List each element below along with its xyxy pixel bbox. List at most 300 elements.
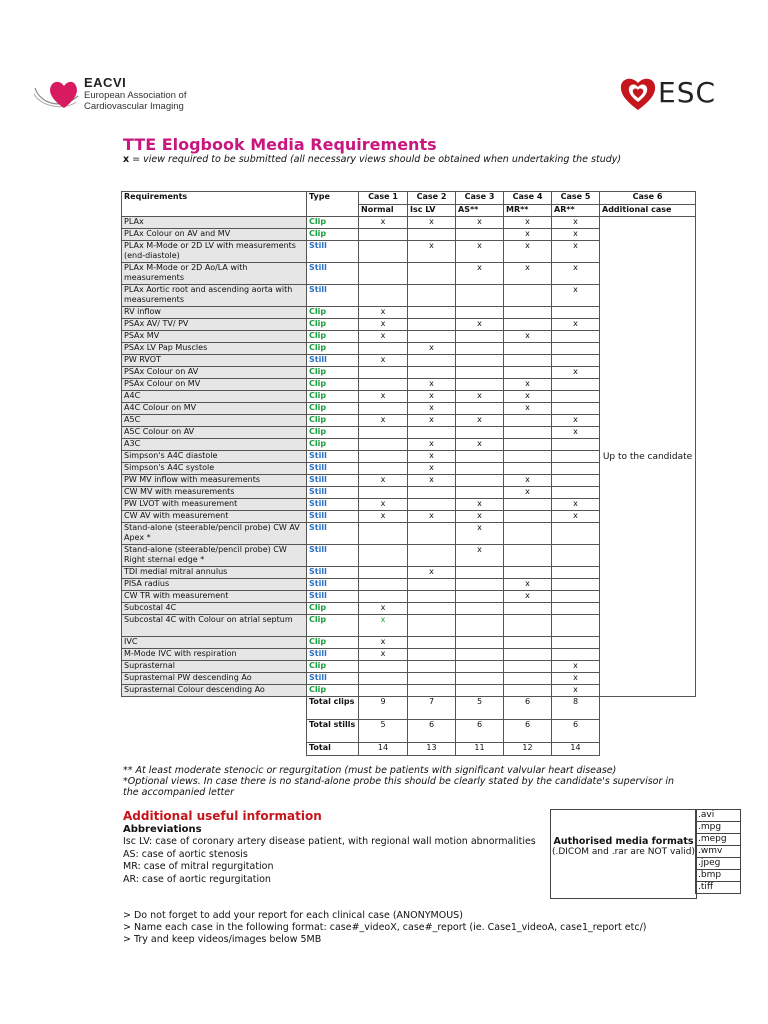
requirement-type: Still bbox=[307, 591, 359, 603]
case-1-mark bbox=[359, 263, 408, 285]
requirement-type: Still bbox=[307, 475, 359, 487]
case-1-mark: x bbox=[359, 499, 408, 511]
case-4-mark: x bbox=[504, 403, 552, 415]
abbreviation-isc-lv: Isc LV: case of coronary artery disease patient, with regional wall motion abnormalities bbox=[123, 836, 536, 847]
case-3-mark: x bbox=[456, 415, 504, 427]
case-4-mark: x bbox=[504, 229, 552, 241]
case-1-mark: x bbox=[359, 649, 408, 661]
case-5-mark bbox=[552, 567, 600, 579]
esc-heart-icon bbox=[618, 74, 658, 112]
case-2-mark bbox=[408, 615, 456, 637]
requirement-name: Suprasternal Colour descending Ao bbox=[122, 685, 307, 697]
case-2-mark bbox=[408, 637, 456, 649]
case-1-mark bbox=[359, 451, 408, 463]
case-1-mark bbox=[359, 661, 408, 673]
additional-info bbox=[123, 809, 543, 886]
totals-spacer bbox=[122, 697, 307, 720]
requirement-type: Clip bbox=[307, 403, 359, 415]
requirement-name: PSAx LV Pap Muscles bbox=[122, 343, 307, 355]
case-4-mark bbox=[504, 285, 552, 307]
case-5-total: 6 bbox=[552, 720, 600, 743]
requirement-name: A5C Colour on AV bbox=[122, 427, 307, 439]
case-4-mark bbox=[504, 307, 552, 319]
case-1-mark bbox=[359, 379, 408, 391]
case-5-mark bbox=[552, 343, 600, 355]
media-format-item: .bmp bbox=[696, 870, 741, 882]
requirement-name: PLAx Colour on AV and MV bbox=[122, 229, 307, 241]
case-4-mark: x bbox=[504, 241, 552, 263]
case-5-mark bbox=[552, 451, 600, 463]
requirement-name: PW MV inflow with measurements bbox=[122, 475, 307, 487]
case-3-mark: x bbox=[456, 523, 504, 545]
case-4-mark bbox=[504, 415, 552, 427]
requirement-name: PLAx bbox=[122, 217, 307, 229]
requirement-name: A4C bbox=[122, 391, 307, 403]
totals-body bbox=[122, 697, 696, 756]
case-4-mark: x bbox=[504, 331, 552, 343]
case-2-mark bbox=[408, 285, 456, 307]
requirement-type: Still bbox=[307, 649, 359, 661]
case-5-mark bbox=[552, 307, 600, 319]
case-5-mark bbox=[552, 637, 600, 649]
requirement-type: Clip bbox=[307, 637, 359, 649]
media-format-row bbox=[696, 810, 741, 822]
case-3-mark bbox=[456, 673, 504, 685]
case-5-mark bbox=[552, 487, 600, 499]
case-5-mark bbox=[552, 523, 600, 545]
media-format-item: .mepg bbox=[696, 834, 741, 846]
requirement-name: PLAx M-Mode or 2D Ao/LA with measurements bbox=[122, 263, 307, 285]
case-5-mark bbox=[552, 331, 600, 343]
media-format-row bbox=[696, 834, 741, 846]
esc-name: ESC bbox=[658, 76, 717, 109]
case-3-mark: x bbox=[456, 439, 504, 451]
media-format-item: .mpg bbox=[696, 822, 741, 834]
media-format-row bbox=[696, 858, 741, 870]
case-3-total: 5 bbox=[456, 697, 504, 720]
case-5-mark: x bbox=[552, 661, 600, 673]
case-4-total: 6 bbox=[504, 720, 552, 743]
requirements-table bbox=[121, 191, 696, 756]
requirement-type: Still bbox=[307, 355, 359, 367]
abbreviation-ar: AR: case of aortic regurgitation bbox=[123, 873, 271, 885]
case-1-mark: x bbox=[359, 307, 408, 319]
requirement-name: Stand-alone (steerable/pencil probe) CW AV Apex * bbox=[122, 523, 307, 545]
case-2-mark bbox=[408, 591, 456, 603]
case-4-mark bbox=[504, 673, 552, 685]
requirement-type: Still bbox=[307, 451, 359, 463]
case-1-mark bbox=[359, 523, 408, 545]
media-formats-note: (.DICOM and .rar are NOT valid) bbox=[551, 847, 696, 857]
case-4-mark bbox=[504, 451, 552, 463]
requirement-name: CW TR with measurement bbox=[122, 591, 307, 603]
requirement-name: PLAx Aortic root and ascending aorta with measurements bbox=[122, 285, 307, 307]
header-case-1: Case 1 bbox=[359, 192, 408, 205]
requirement-name: Subcostal 4C with Colour on atrial septum bbox=[122, 615, 307, 637]
case-2-mark bbox=[408, 487, 456, 499]
case-1-mark bbox=[359, 487, 408, 499]
header-case-5: Case 5 bbox=[552, 192, 600, 205]
eacvi-heart-icon bbox=[32, 74, 82, 114]
case-2-mark bbox=[408, 673, 456, 685]
requirement-name: M-Mode IVC with respiration bbox=[122, 649, 307, 661]
case-2-mark bbox=[408, 579, 456, 591]
case-5-mark: x bbox=[552, 367, 600, 379]
case-4-mark bbox=[504, 463, 552, 475]
media-formats-title: Authorised media formats bbox=[553, 836, 694, 847]
case-4-mark bbox=[504, 615, 552, 637]
requirement-type: Clip bbox=[307, 331, 359, 343]
case-1-mark: x bbox=[359, 391, 408, 403]
case-1-mark bbox=[359, 241, 408, 263]
case-4-mark: x bbox=[504, 379, 552, 391]
case-3-mark bbox=[456, 229, 504, 241]
case-3-mark bbox=[456, 475, 504, 487]
totals-row bbox=[122, 720, 696, 743]
totals-row bbox=[122, 697, 696, 720]
case-3-mark bbox=[456, 427, 504, 439]
case-4-total: 12 bbox=[504, 743, 552, 756]
case-2-mark: x bbox=[408, 439, 456, 451]
requirement-name: PW LVOT with measurement bbox=[122, 499, 307, 511]
abbreviation-as: AS: case of aortic stenosis bbox=[123, 848, 248, 860]
requirement-type: Clip bbox=[307, 685, 359, 697]
requirement-name: Simpson's A4C systole bbox=[122, 463, 307, 475]
case-2-mark bbox=[408, 331, 456, 343]
requirement-type: Still bbox=[307, 285, 359, 307]
case-4-mark bbox=[504, 499, 552, 511]
requirement-name: Simpson's A4C diastole bbox=[122, 451, 307, 463]
case-1-mark: x bbox=[359, 603, 408, 615]
case-5-mark: x bbox=[552, 285, 600, 307]
case-2-mark bbox=[408, 307, 456, 319]
totals-spacer bbox=[600, 697, 696, 720]
abbreviations-title: Abbreviations bbox=[123, 824, 202, 835]
requirement-type: Still bbox=[307, 579, 359, 591]
case-2-mark bbox=[408, 229, 456, 241]
case-5-mark: x bbox=[552, 241, 600, 263]
case-5-mark bbox=[552, 439, 600, 451]
case-4-mark bbox=[504, 567, 552, 579]
case-5-mark: x bbox=[552, 499, 600, 511]
subheader-case-5: AR** bbox=[552, 205, 600, 217]
requirement-name: IVC bbox=[122, 637, 307, 649]
case-4-mark bbox=[504, 661, 552, 673]
requirement-type: Still bbox=[307, 511, 359, 523]
legend-symbol: x bbox=[123, 154, 130, 165]
case-3-mark bbox=[456, 685, 504, 697]
case-3-mark bbox=[456, 591, 504, 603]
eacvi-logo bbox=[32, 74, 232, 114]
case-5-mark bbox=[552, 579, 600, 591]
case-5-mark bbox=[552, 391, 600, 403]
case-4-mark bbox=[504, 511, 552, 523]
case-2-mark bbox=[408, 649, 456, 661]
case-3-total: 11 bbox=[456, 743, 504, 756]
case-3-mark bbox=[456, 285, 504, 307]
media-format-item: .tiff bbox=[696, 882, 741, 894]
case-5-mark bbox=[552, 591, 600, 603]
case-4-mark: x bbox=[504, 263, 552, 285]
case-5-mark bbox=[552, 463, 600, 475]
case-5-mark: x bbox=[552, 427, 600, 439]
case-1-total: 14 bbox=[359, 743, 408, 756]
case-2-total: 7 bbox=[408, 697, 456, 720]
totals-row bbox=[122, 743, 696, 756]
case-3-mark bbox=[456, 567, 504, 579]
case-5-mark bbox=[552, 615, 600, 637]
case-1-mark bbox=[359, 463, 408, 475]
case-3-mark bbox=[456, 331, 504, 343]
case-4-mark bbox=[504, 439, 552, 451]
case-2-mark bbox=[408, 499, 456, 511]
requirement-type: Clip bbox=[307, 391, 359, 403]
note-size: > Try and keep videos/images below 5MB bbox=[123, 934, 322, 945]
requirement-type: Clip bbox=[307, 415, 359, 427]
case-5-mark bbox=[552, 649, 600, 661]
case-3-mark: x bbox=[456, 217, 504, 229]
case-4-mark: x bbox=[504, 475, 552, 487]
requirement-type: Still bbox=[307, 263, 359, 285]
requirement-type: Still bbox=[307, 241, 359, 263]
legend-line bbox=[123, 154, 621, 165]
case-2-mark bbox=[408, 367, 456, 379]
case-1-mark: x bbox=[359, 475, 408, 487]
case-1-mark: x bbox=[359, 355, 408, 367]
subheader-case-3: AS** bbox=[456, 205, 504, 217]
case-3-mark: x bbox=[456, 545, 504, 567]
case-3-mark bbox=[456, 615, 504, 637]
media-format-row bbox=[696, 882, 741, 894]
case-1-mark bbox=[359, 367, 408, 379]
case-2-mark: x bbox=[408, 379, 456, 391]
case-1-mark bbox=[359, 567, 408, 579]
requirement-name: Suprasternal PW descending Ao bbox=[122, 673, 307, 685]
subheader-case-2: Isc LV bbox=[408, 205, 456, 217]
case-3-mark: x bbox=[456, 241, 504, 263]
header-requirements: Requirements bbox=[122, 192, 307, 217]
case-3-mark: x bbox=[456, 263, 504, 285]
case-3-mark: x bbox=[456, 499, 504, 511]
media-formats-box bbox=[550, 809, 697, 899]
legend-text: = view required to be submitted (all necessary views should be obtained when undertaking the study) bbox=[129, 154, 622, 165]
case-5-mark bbox=[552, 403, 600, 415]
requirement-name: Subcostal 4C bbox=[122, 603, 307, 615]
case-1-mark bbox=[359, 343, 408, 355]
case-1-mark bbox=[359, 427, 408, 439]
requirement-name: PSAx Colour on AV bbox=[122, 367, 307, 379]
case-3-mark bbox=[456, 343, 504, 355]
requirement-name: A4C Colour on MV bbox=[122, 403, 307, 415]
requirement-type: Clip bbox=[307, 343, 359, 355]
case-5-mark: x bbox=[552, 673, 600, 685]
requirement-type: Clip bbox=[307, 367, 359, 379]
requirement-name: A3C bbox=[122, 439, 307, 451]
media-formats-list bbox=[695, 809, 741, 894]
case-4-mark bbox=[504, 523, 552, 545]
case-4-mark bbox=[504, 355, 552, 367]
case-1-mark bbox=[359, 285, 408, 307]
case-3-mark bbox=[456, 579, 504, 591]
footnote-optional: *Optional views. In case there is no stand-alone probe this should be clearly stated by the candidate's supervisor in the accompanied letter bbox=[123, 776, 675, 798]
case-2-mark: x bbox=[408, 403, 456, 415]
case-4-mark bbox=[504, 685, 552, 697]
page-title: TTE Elogbook Media Requirements bbox=[123, 135, 437, 154]
requirement-name: Suprasternal bbox=[122, 661, 307, 673]
case-2-total: 13 bbox=[408, 743, 456, 756]
case-1-mark: x bbox=[359, 637, 408, 649]
notes bbox=[123, 910, 723, 946]
case-3-mark bbox=[456, 307, 504, 319]
requirement-type: Clip bbox=[307, 439, 359, 451]
totals-spacer bbox=[600, 743, 696, 756]
case-3-mark: x bbox=[456, 511, 504, 523]
case-5-mark: x bbox=[552, 229, 600, 241]
case-2-mark bbox=[408, 545, 456, 567]
case-3-mark bbox=[456, 603, 504, 615]
case-3-mark bbox=[456, 661, 504, 673]
additional-info-title: Additional useful information bbox=[123, 809, 322, 823]
case-1-mark bbox=[359, 673, 408, 685]
case-1-mark bbox=[359, 229, 408, 241]
case-3-mark bbox=[456, 637, 504, 649]
requirement-type: Clip bbox=[307, 661, 359, 673]
case-2-mark: x bbox=[408, 241, 456, 263]
case-5-mark bbox=[552, 355, 600, 367]
case-4-mark: x bbox=[504, 579, 552, 591]
requirement-type: Clip bbox=[307, 379, 359, 391]
totals-label: Total bbox=[307, 743, 359, 756]
case-4-mark: x bbox=[504, 487, 552, 499]
case-4-mark bbox=[504, 545, 552, 567]
case-5-mark bbox=[552, 379, 600, 391]
case-3-mark bbox=[456, 355, 504, 367]
requirement-name: CW AV with measurement bbox=[122, 511, 307, 523]
media-format-row bbox=[696, 846, 741, 858]
media-format-item: .wmv bbox=[696, 846, 741, 858]
case-5-mark: x bbox=[552, 415, 600, 427]
case-2-mark bbox=[408, 661, 456, 673]
case-4-mark: x bbox=[504, 217, 552, 229]
totals-label: Total stills bbox=[307, 720, 359, 743]
requirement-name: PSAx Colour on MV bbox=[122, 379, 307, 391]
case-4-total: 6 bbox=[504, 697, 552, 720]
case-2-mark bbox=[408, 427, 456, 439]
case-1-mark bbox=[359, 685, 408, 697]
case-4-mark bbox=[504, 319, 552, 331]
case-5-total: 14 bbox=[552, 743, 600, 756]
case-5-mark: x bbox=[552, 263, 600, 285]
totals-label: Total clips bbox=[307, 697, 359, 720]
case-1-mark bbox=[359, 545, 408, 567]
requirement-type: Still bbox=[307, 499, 359, 511]
case-1-mark: x bbox=[359, 511, 408, 523]
requirement-type: Clip bbox=[307, 307, 359, 319]
requirement-type: Clip bbox=[307, 603, 359, 615]
case-5-mark: x bbox=[552, 319, 600, 331]
eacvi-name: EACVI bbox=[84, 75, 127, 90]
case-1-mark bbox=[359, 579, 408, 591]
header-row bbox=[122, 192, 696, 205]
media-format-item: .jpeg bbox=[696, 858, 741, 870]
totals-spacer bbox=[122, 743, 307, 756]
case-5-mark: x bbox=[552, 685, 600, 697]
requirement-name: TDI medial mitral annulus bbox=[122, 567, 307, 579]
requirement-name: PLAx M-Mode or 2D LV with measurements (end-diastole) bbox=[122, 241, 307, 263]
requirement-type: Clip bbox=[307, 229, 359, 241]
requirement-name: A5C bbox=[122, 415, 307, 427]
case-5-mark bbox=[552, 603, 600, 615]
case-5-mark bbox=[552, 475, 600, 487]
case-3-mark bbox=[456, 367, 504, 379]
case-2-mark bbox=[408, 523, 456, 545]
case-4-mark: x bbox=[504, 391, 552, 403]
case-2-mark: x bbox=[408, 391, 456, 403]
case-5-mark: x bbox=[552, 511, 600, 523]
case-1-mark: x bbox=[359, 415, 408, 427]
table-row bbox=[122, 217, 696, 229]
requirement-type: Still bbox=[307, 487, 359, 499]
case-2-mark bbox=[408, 603, 456, 615]
case-1-mark: x bbox=[359, 319, 408, 331]
requirement-type: Clip bbox=[307, 615, 359, 637]
header-case-4: Case 4 bbox=[504, 192, 552, 205]
requirement-name: PSAx MV bbox=[122, 331, 307, 343]
requirement-type: Clip bbox=[307, 319, 359, 331]
case-2-mark bbox=[408, 263, 456, 285]
totals-spacer bbox=[122, 720, 307, 743]
case-1-total: 5 bbox=[359, 720, 408, 743]
case-2-mark: x bbox=[408, 415, 456, 427]
subheader-case-4: MR** bbox=[504, 205, 552, 217]
note-naming: > Name each case in the following format: case#_videoX, case#_report (ie. Case1_videoA, case1_report etc/) bbox=[123, 922, 647, 933]
eacvi-subtitle-1: European Association of bbox=[84, 90, 187, 101]
case-2-mark bbox=[408, 319, 456, 331]
totals-spacer bbox=[600, 720, 696, 743]
case-3-total: 6 bbox=[456, 720, 504, 743]
requirement-name: PSAx AV/ TV/ PV bbox=[122, 319, 307, 331]
case-2-mark: x bbox=[408, 463, 456, 475]
case-5-total: 8 bbox=[552, 697, 600, 720]
subheader-case-6: Additional case bbox=[600, 205, 696, 217]
requirements-body bbox=[122, 217, 696, 697]
requirement-type: Still bbox=[307, 463, 359, 475]
requirement-type: Still bbox=[307, 545, 359, 567]
case-1-mark bbox=[359, 439, 408, 451]
media-format-item: .avi bbox=[696, 810, 741, 822]
case-1-mark bbox=[359, 591, 408, 603]
case-3-mark: x bbox=[456, 319, 504, 331]
requirement-name: PW RVOT bbox=[122, 355, 307, 367]
case-4-mark bbox=[504, 343, 552, 355]
case-5-mark bbox=[552, 545, 600, 567]
case-3-mark bbox=[456, 487, 504, 499]
case-2-total: 6 bbox=[408, 720, 456, 743]
media-format-row bbox=[696, 870, 741, 882]
case-2-mark: x bbox=[408, 451, 456, 463]
requirement-type: Still bbox=[307, 523, 359, 545]
case-3-mark bbox=[456, 379, 504, 391]
case-4-mark bbox=[504, 367, 552, 379]
case-4-mark bbox=[504, 603, 552, 615]
requirement-name: CW MV with measurements bbox=[122, 487, 307, 499]
header-case-2: Case 2 bbox=[408, 192, 456, 205]
header-case-3: Case 3 bbox=[456, 192, 504, 205]
case-1-mark: x bbox=[359, 615, 408, 637]
case-1-mark: x bbox=[359, 217, 408, 229]
footnote-valvular: ** At least moderate stenocic or regurgitation (must be patients with significant valvular heart disease) bbox=[123, 765, 617, 776]
eacvi-subtitle-2: Cardiovascular Imaging bbox=[84, 101, 184, 112]
